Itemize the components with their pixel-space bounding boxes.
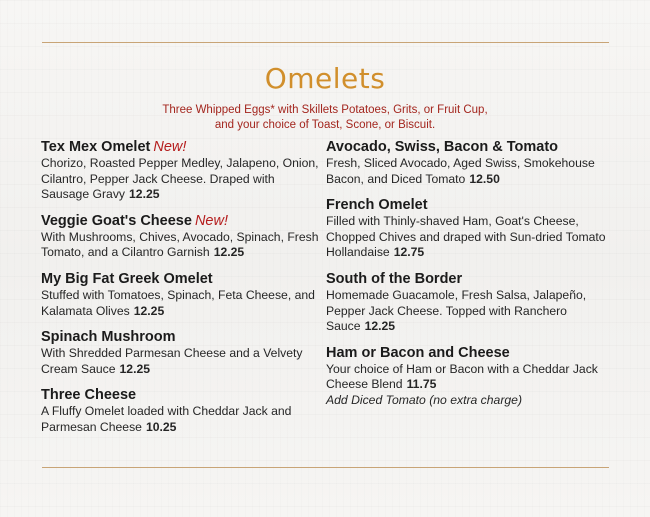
- menu-item-my-big-fat-greek-omelet: [41, 270, 321, 319]
- item-description: With Shredded Parmesan Cheese and a Velvety Cream Sauce: [41, 346, 303, 376]
- item-description: Stuffed with Tomatoes, Spinach, Feta Cheese, and Kalamata Olives: [41, 287, 315, 318]
- right-column: [326, 138, 618, 418]
- item-price: 12.25: [364, 319, 396, 334]
- item-name: Avocado, Swiss, Bacon & Tomato: [326, 139, 559, 155]
- item-price: 12.25: [119, 361, 151, 376]
- item-price: 12.25: [213, 245, 245, 260]
- item-name: South of the Border: [326, 270, 463, 287]
- menu-item-spinach-mushroom: [41, 328, 321, 377]
- item-description: With Mushrooms, Chives, Avocado, Spinach, Fresh Tomato, and a Cilantro Garnish: [41, 229, 319, 260]
- item-note: Add Diced Tomato (no extra charge): [326, 392, 523, 407]
- item-description: Fresh, Sliced Avocado, Aged Swiss, Smokehouse Bacon, and Diced Tomato: [326, 156, 595, 186]
- item-name: Ham or Bacon and Cheese: [326, 344, 510, 361]
- item-name: My Big Fat Greek Omelet: [41, 270, 213, 287]
- bottom-divider: [42, 467, 609, 468]
- item-price: 12.25: [129, 187, 160, 202]
- item-description: Homemade Guacamole, Fresh Salsa, Jalapeño, Pepper Jack Cheese. Topped with Ranchero Sauce: [326, 287, 587, 334]
- left-column: [41, 138, 321, 445]
- menu-item-tex-mex-omelet: [41, 138, 321, 203]
- item-price: 12.25: [133, 303, 165, 318]
- subtitle-line-2: and your choice of Toast, Scone, or Biscuit.: [214, 119, 436, 131]
- item-name: Three Cheese: [41, 387, 137, 404]
- item-name: Tex Mex Omelet: [41, 139, 151, 155]
- menu-subtitle: [0, 103, 650, 133]
- menu-item-french-omelet: [326, 196, 618, 261]
- item-name: Spinach Mushroom: [41, 329, 176, 346]
- item-description: Chorizo, Roasted Pepper Medley, Jalapeno, Onion, Cilantro, Pepper Jack Cheese. Draped with Sausage Gravy: [41, 156, 319, 202]
- new-badge: New!: [153, 139, 187, 155]
- item-name: Veggie Goat's Cheese: [41, 212, 192, 229]
- menu-item-ham-or-bacon-and-cheese: [326, 344, 618, 409]
- menu-title: Omelets: [264, 62, 386, 95]
- menu-item-three-cheese: [41, 386, 321, 435]
- item-price: 11.75: [406, 377, 437, 392]
- top-divider: [42, 42, 609, 43]
- item-description: Filled with Thinly-shaved Ham, Goat's Cheese, Chopped Chives and draped with Sun-dried Tomato Hollandaise: [326, 214, 606, 260]
- item-price: 12.50: [469, 171, 500, 186]
- menu-item-avocado-swiss-bacon-tomato: [326, 138, 618, 187]
- item-price: 10.25: [145, 419, 177, 434]
- item-name: French Omelet: [326, 197, 428, 214]
- menu-item-veggie-goats-cheese: [41, 212, 321, 261]
- item-description: A Fluffy Omelet loaded with Cheddar Jack and Parmesan Cheese: [41, 404, 292, 434]
- new-badge: New!: [194, 212, 228, 229]
- subtitle-line-1: Three Whipped Eggs* with Skillets Potatoes, Grits, or Fruit Cup,: [162, 104, 488, 116]
- item-description: Your choice of Ham or Bacon with a Cheddar Jack Cheese Blend: [326, 361, 598, 392]
- menu-item-south-of-the-border: [326, 270, 618, 335]
- item-price: 12.75: [393, 245, 425, 260]
